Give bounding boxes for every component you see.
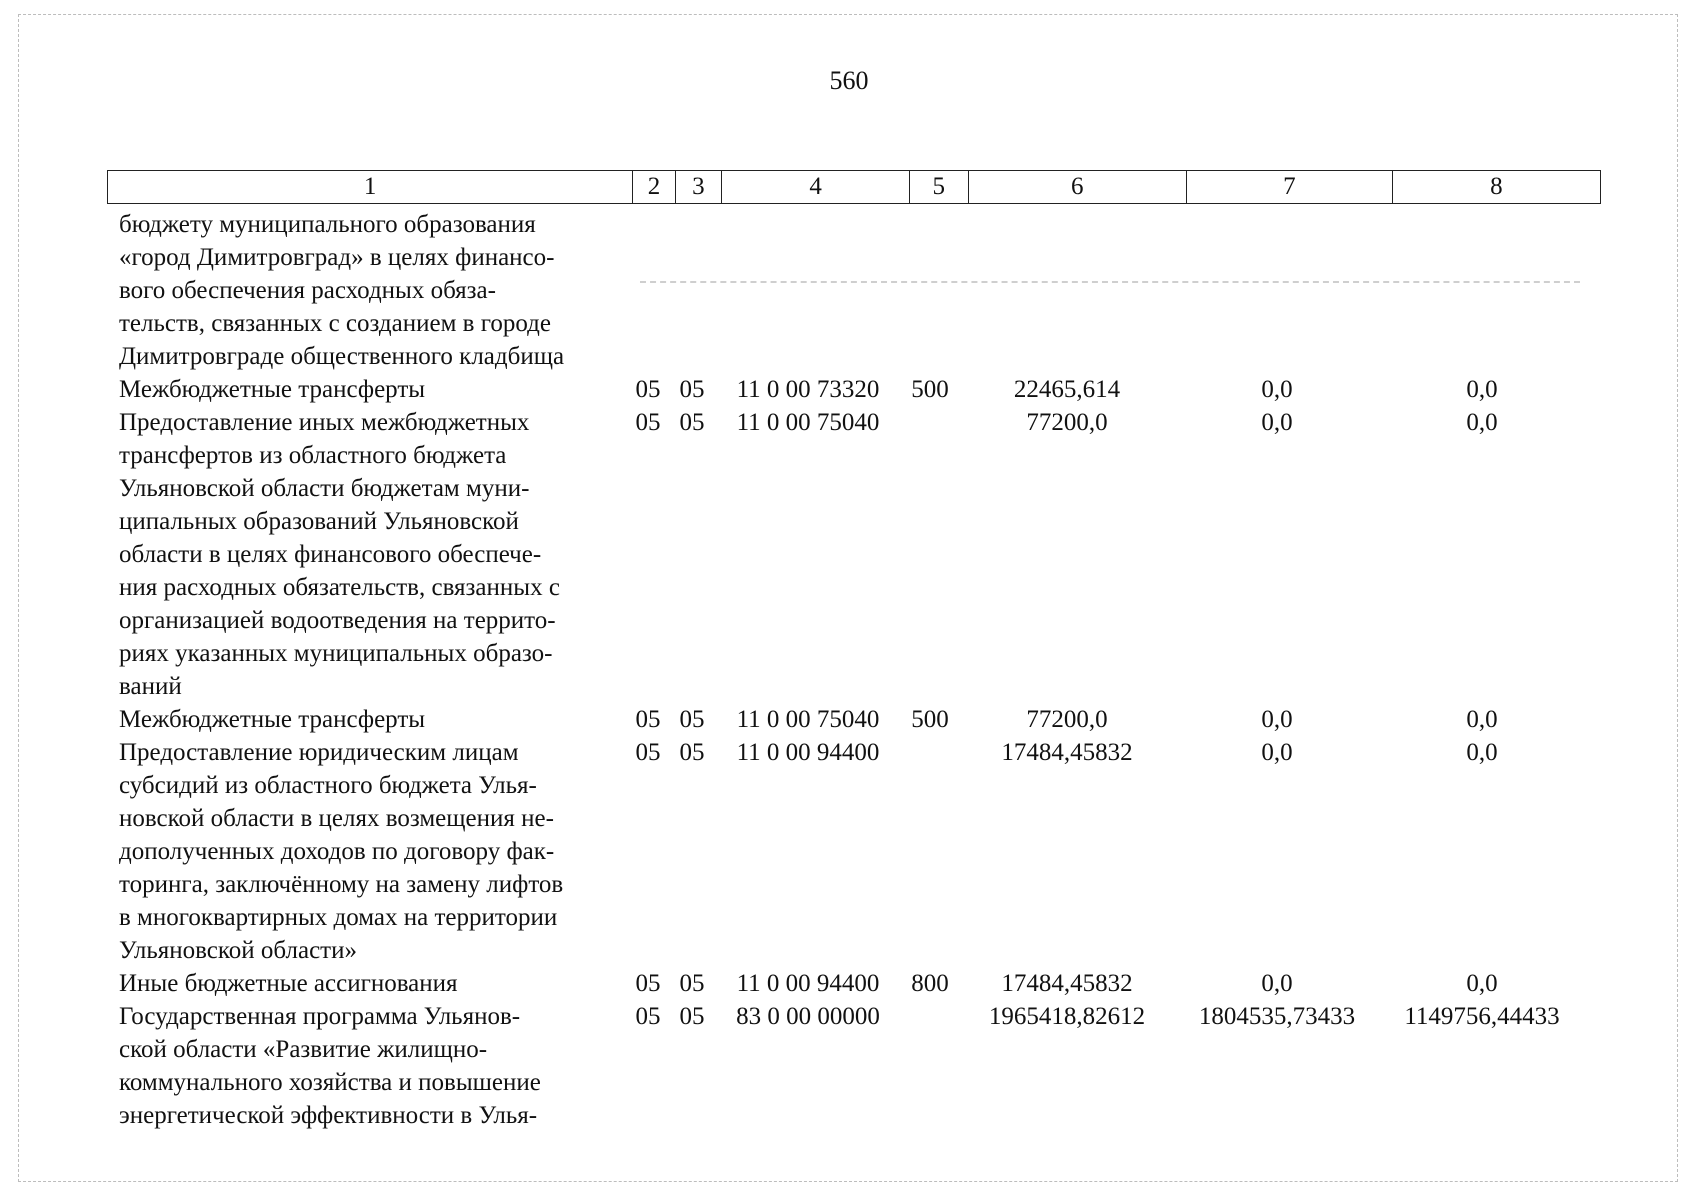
description-line: трансфертов из областного бюджета <box>119 442 507 469</box>
cell-amount-1: 17484,45832 <box>1001 970 1133 997</box>
cell-expense-type <box>901 1000 959 1132</box>
cell-target-article: 11 0 00 75040 <box>736 409 880 436</box>
description-line: Предоставление иных межбюджетных <box>119 409 530 436</box>
description-line: Государственная программа Ульянов- <box>119 1003 521 1030</box>
table-row <box>107 208 1601 373</box>
cell-expense-type <box>901 406 959 703</box>
cell-amount-2 <box>1175 208 1379 373</box>
cell-amount-3: 0,0 <box>1466 739 1498 766</box>
cell-subsection <box>669 208 715 373</box>
cell-target-article: 83 0 00 00000 <box>736 1003 880 1030</box>
cell-section: 05 <box>635 970 661 997</box>
description-line: ской области «Развитие жилищно- <box>119 1036 488 1063</box>
description-line: ваний <box>119 673 182 700</box>
description-line: организацией водоотведения на террито- <box>119 607 556 634</box>
table-row <box>107 736 1601 967</box>
cell-amount-2: 0,0 <box>1261 706 1293 733</box>
column-header-table <box>107 170 1601 204</box>
description-line: торинга, заключённому на замену лифтов <box>119 871 564 898</box>
description-line: ния расходных обязательств, связанных с <box>119 574 560 601</box>
cell-amount-1: 17484,45832 <box>1001 739 1133 766</box>
cell-target-article <box>715 208 901 373</box>
cell-section: 05 <box>635 706 661 733</box>
cell-expense-type <box>901 736 959 967</box>
column-header-7: 7 <box>1186 171 1392 204</box>
cell-amount-2: 1804535,73433 <box>1198 1003 1356 1030</box>
cell-subsection: 05 <box>679 1003 705 1030</box>
description-line: «город Димитровград» в целях финансо- <box>119 244 555 271</box>
description-line: Межбюджетные трансферты <box>119 376 426 403</box>
cell-section: 05 <box>635 739 661 766</box>
description-line: вого обеспечения расходных обяза- <box>119 277 496 304</box>
cell-amount-2: 0,0 <box>1261 409 1293 436</box>
cell-section: 05 <box>635 376 661 403</box>
cell-subsection: 05 <box>679 970 705 997</box>
column-header-row <box>108 171 1601 204</box>
cell-amount-1 <box>959 208 1175 373</box>
cell-amount-3: 0,0 <box>1466 706 1498 733</box>
table-row <box>107 373 1601 406</box>
cell-section: 05 <box>635 1003 661 1030</box>
cell-amount-1: 1965418,82612 <box>988 1003 1146 1030</box>
column-header-5: 5 <box>910 171 969 204</box>
description-line: области в целях финансового обеспече- <box>119 541 542 568</box>
cell-amount-1: 22465,614 <box>1013 376 1121 403</box>
description-line: Ульяновской области» <box>119 937 357 964</box>
page-number: 560 <box>829 66 869 95</box>
description-line: энергетической эффективности в Улья- <box>119 1102 538 1129</box>
column-header-3: 3 <box>675 171 721 204</box>
cell-target-article: 11 0 00 94400 <box>736 739 880 766</box>
column-header-2: 2 <box>633 171 675 204</box>
row-description <box>107 703 627 736</box>
description-line: коммунального хозяйства и повышение <box>119 1069 541 1096</box>
cell-target-article: 11 0 00 75040 <box>736 706 880 733</box>
table-row <box>107 1000 1601 1132</box>
description-line: тельств, связанных с созданием в городе <box>119 310 551 337</box>
description-line: ципальных образований Ульяновской <box>119 508 519 535</box>
row-description <box>107 967 627 1000</box>
column-header-4: 4 <box>722 171 910 204</box>
cell-subsection: 05 <box>679 739 705 766</box>
row-description <box>107 736 627 967</box>
cell-amount-3: 0,0 <box>1466 376 1498 403</box>
row-description <box>107 406 627 703</box>
table-row <box>107 406 1601 703</box>
description-line: в многоквартирных домах на территории <box>119 904 558 931</box>
cell-amount-3: 0,0 <box>1466 970 1498 997</box>
cell-amount-2: 0,0 <box>1261 376 1293 403</box>
cell-expense-type: 800 <box>911 970 949 997</box>
budget-table-body <box>107 208 1601 1132</box>
description-line: дополученных доходов по договору фак- <box>119 838 555 865</box>
cell-subsection: 05 <box>679 376 705 403</box>
description-line: субсидий из областного бюджета Улья- <box>119 772 537 799</box>
cell-target-article: 11 0 00 94400 <box>736 970 880 997</box>
description-line: Ульяновской области бюджетам муни- <box>119 475 530 502</box>
cell-subsection: 05 <box>679 706 705 733</box>
table-row <box>107 703 1601 736</box>
column-header-8: 8 <box>1392 171 1600 204</box>
cell-expense-type: 500 <box>911 376 949 403</box>
row-description <box>107 208 627 373</box>
cell-target-article: 11 0 00 73320 <box>736 376 880 403</box>
cell-subsection: 05 <box>679 409 705 436</box>
cell-amount-1: 77200,0 <box>1026 706 1108 733</box>
cell-amount-3 <box>1379 208 1585 373</box>
row-description <box>107 1000 627 1132</box>
cell-expense-type: 500 <box>911 706 949 733</box>
cell-section <box>627 208 669 373</box>
table-row <box>107 967 1601 1000</box>
description-line: новской области в целях возмещения не- <box>119 805 554 832</box>
row-description <box>107 373 627 406</box>
description-line: Димитровграде общественного кладбища <box>119 343 565 370</box>
cell-amount-2: 0,0 <box>1261 739 1293 766</box>
column-header-6: 6 <box>968 171 1186 204</box>
cell-amount-1: 77200,0 <box>1026 409 1108 436</box>
cell-section: 05 <box>635 409 661 436</box>
column-header-1: 1 <box>108 171 633 204</box>
cell-expense-type <box>901 208 959 373</box>
description-line: Иные бюджетные ассигнования <box>119 970 458 997</box>
description-line: риях указанных муниципальных образо- <box>119 640 553 667</box>
cell-amount-3: 1149756,44433 <box>1404 1003 1560 1030</box>
description-line: Межбюджетные трансферты <box>119 706 426 733</box>
cell-amount-3: 0,0 <box>1466 409 1498 436</box>
description-line: бюджету муниципального образования <box>119 211 536 238</box>
cell-amount-2: 0,0 <box>1261 970 1293 997</box>
description-line: Предоставление юридическим лицам <box>119 739 519 766</box>
